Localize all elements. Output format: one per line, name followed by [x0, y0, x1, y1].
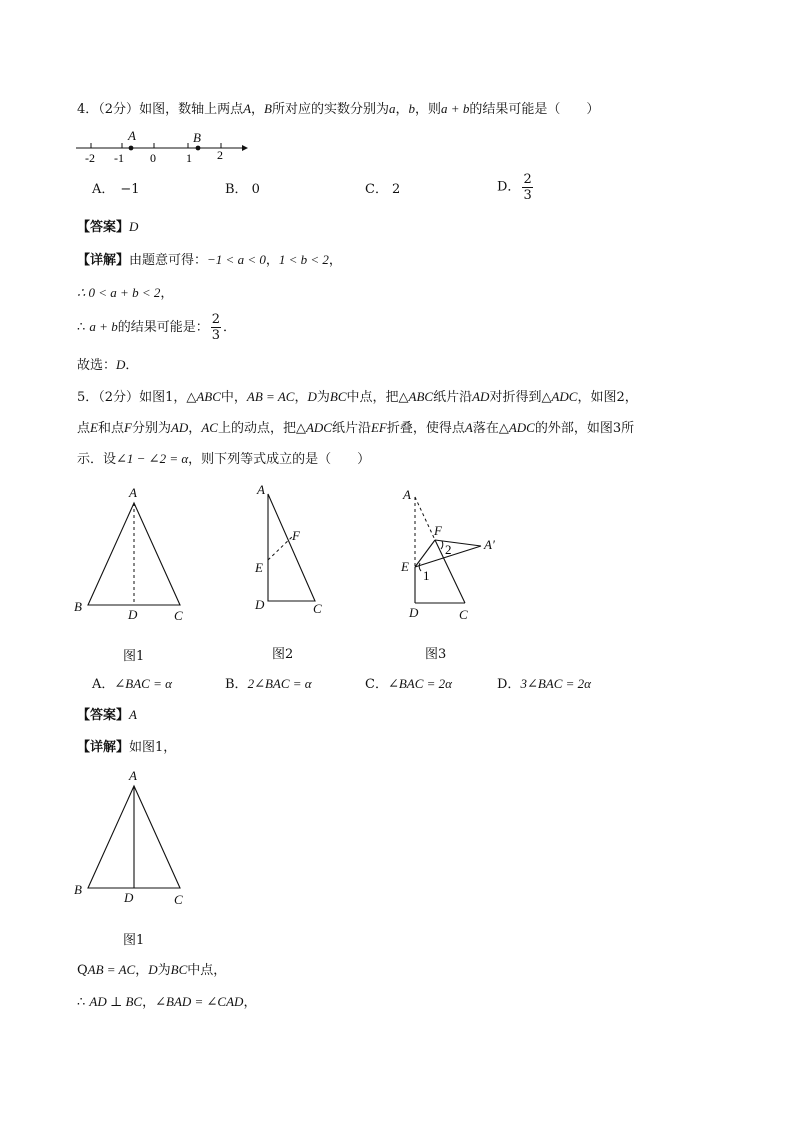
text: 折叠，使得点 — [386, 421, 465, 436]
detail-text: ， — [142, 995, 156, 1010]
choose-period: ． — [125, 358, 139, 373]
detail-text: ， — [135, 963, 149, 978]
label-c: C — [174, 892, 183, 907]
angle-2-arc — [441, 541, 443, 549]
answer-tag: 【答案】 — [77, 708, 130, 723]
q5-line-3 — [77, 449, 370, 470]
tick-label-1: 1 — [186, 151, 192, 165]
option-key: B． — [225, 182, 248, 197]
answer-value: A — [129, 707, 137, 722]
detail-tag: 【详解】 — [77, 253, 130, 268]
q4-stem-text-1: 如图，数轴上两点 — [139, 102, 244, 117]
tick-label-2: 2 — [217, 148, 223, 162]
text: 点 — [77, 421, 91, 436]
text: 落在 — [472, 421, 499, 436]
text: ，如图2， — [577, 390, 638, 405]
q4-choose — [77, 355, 138, 376]
math: △ADC — [541, 389, 578, 404]
q4-stem-text-2: 所对应的实数分别为 — [272, 102, 390, 117]
label-angle-2: 2 — [445, 542, 452, 557]
q4-stem — [77, 99, 599, 120]
math: D — [307, 389, 317, 404]
text: 中点，把 — [346, 390, 399, 405]
detail-text: 中点， — [187, 963, 227, 978]
q5-figure-1 — [70, 485, 190, 625]
detail-math: BC — [170, 962, 188, 977]
label-b: B — [74, 882, 82, 897]
q5-option-b — [225, 674, 312, 695]
detail-caption: 图1 — [123, 933, 145, 948]
text: 为 — [316, 390, 330, 405]
q4-detail-2 — [77, 283, 173, 304]
answer-value: D — [129, 219, 139, 234]
text: 分别为 — [131, 421, 171, 436]
q5-figure-2 — [252, 480, 342, 620]
text: 纸片沿 — [433, 390, 473, 405]
fraction-numerator: 2 — [211, 312, 220, 327]
math: △ADC — [295, 420, 332, 435]
q5-score: （2分） — [98, 390, 140, 405]
math: △ABC — [398, 389, 434, 404]
tick-label-neg2: -2 — [85, 151, 95, 165]
text: 示．设 — [77, 452, 117, 467]
option-key: C． — [365, 677, 388, 692]
label-b: B — [74, 599, 82, 614]
text: ， — [294, 390, 308, 405]
q4-detail-1 — [77, 250, 342, 271]
math: BC — [329, 389, 347, 404]
detail-math: ∴ 0 < a + b < 2 — [77, 285, 161, 300]
math: ∠1 − ∠2 = α — [116, 451, 189, 466]
math: F — [123, 420, 132, 435]
detail-fraction — [211, 312, 221, 343]
detail-text: 为 — [157, 963, 171, 978]
option-key: A． — [92, 182, 115, 197]
math: AD — [170, 420, 189, 435]
label-a: A — [129, 768, 137, 783]
option-value: 2 — [391, 182, 401, 197]
q5-option-c — [365, 674, 452, 695]
label-d: D — [255, 597, 265, 612]
point-b-dot — [196, 146, 201, 151]
q5-figure-3 — [397, 485, 537, 625]
because-sign: Q — [77, 963, 88, 978]
option-key: B． — [225, 677, 248, 692]
text: 和点 — [97, 421, 124, 436]
answer-tag: 【答案】 — [77, 220, 130, 235]
label-a: A — [257, 482, 265, 497]
choose-text: 故选： — [77, 358, 117, 373]
caption-fig-2: 图2 — [272, 647, 294, 662]
caption-fig-1: 图1 — [123, 649, 145, 664]
dashed-af — [415, 497, 435, 540]
q4-number-line — [74, 128, 254, 168]
label-f: F — [434, 523, 442, 538]
text: 对折得到 — [489, 390, 542, 405]
q4-var-a: a — [389, 101, 396, 116]
math: △ADC — [498, 420, 535, 435]
point-b-label: B — [193, 130, 201, 145]
q4-answer — [77, 217, 138, 238]
math: AC — [201, 420, 218, 435]
segment-ef — [415, 540, 435, 567]
therefore-sign: ∴ — [77, 320, 86, 335]
q4-comma-2: ， — [395, 102, 409, 117]
text: ， — [188, 421, 202, 436]
detail-math: 1 < b < 2 — [278, 252, 329, 267]
option-key: A． — [92, 677, 115, 692]
label-d: D — [128, 607, 138, 622]
q5-answer — [77, 705, 137, 726]
math: E — [90, 420, 98, 435]
detail-text: ， — [243, 995, 257, 1010]
q5-option-d — [497, 674, 591, 695]
dashed-ef — [268, 535, 294, 560]
detail-math: AD ⊥ BC — [89, 994, 143, 1009]
option-value: ∠BAC = 2α — [387, 676, 452, 691]
q5-detail-line-1 — [77, 960, 226, 981]
math: EF — [370, 420, 387, 435]
fraction-numerator: 2 — [523, 172, 532, 187]
option-value: 3∠BAC = 2α — [520, 676, 591, 691]
label-c: C — [459, 607, 468, 622]
label-c: C — [313, 601, 322, 616]
math: AD — [472, 389, 490, 404]
option-value: 0 — [251, 182, 260, 197]
q4-stem-text-4: 的结果可能是（ ） — [469, 102, 600, 117]
label-e: E — [255, 560, 263, 575]
therefore-sign: ∴ — [77, 995, 86, 1010]
detail-math: AB = AC — [87, 962, 136, 977]
fraction-denominator: 3 — [523, 188, 532, 203]
q5-detail-intro — [77, 738, 176, 758]
math: AB = AC — [246, 389, 295, 404]
tick-label-0: 0 — [150, 151, 156, 165]
label-a-prime: A′ — [484, 537, 495, 552]
detail-comma: ， — [265, 253, 279, 268]
point-a-dot — [129, 146, 134, 151]
q5-detail-figure — [70, 768, 190, 908]
q4-option-c — [365, 180, 400, 200]
text: 中， — [220, 390, 247, 405]
q4-var-b: b — [408, 101, 416, 116]
detail-math: ∠BAD = ∠CAD — [155, 994, 244, 1009]
q4-score: （2分） — [98, 102, 140, 117]
q4-point-b: B — [264, 101, 272, 116]
label-angle-1: 1 — [423, 568, 430, 583]
point-a-label: A — [128, 128, 136, 143]
detail-math: −1 < a < 0 — [207, 252, 266, 267]
label-d: D — [409, 605, 419, 620]
q5-line-2 — [77, 418, 634, 439]
text: 的外部，如图3所 — [534, 421, 635, 436]
detail-comma: ， — [328, 253, 342, 268]
label-a: A — [129, 485, 137, 500]
label-e: E — [401, 559, 409, 574]
detail-text: 由题意可得： — [129, 253, 208, 268]
detail-math: D — [148, 962, 158, 977]
math: △ABC — [186, 389, 221, 404]
option-value: −1 — [120, 182, 140, 197]
q5-number: 5． — [77, 390, 99, 405]
option-value: 2∠BAC = α — [247, 676, 312, 691]
detail-text: 的结果可能是： — [117, 320, 209, 335]
label-d: D — [124, 890, 134, 905]
label-a: A — [403, 487, 411, 502]
detail-comma: ， — [160, 286, 174, 301]
q4-expr: a + b — [441, 101, 470, 116]
choose-value: D — [116, 357, 126, 372]
q4-number: 4． — [77, 102, 99, 117]
detail-math: a + b — [89, 319, 118, 334]
q4-comma-1: ， — [251, 102, 265, 117]
triangle-adc — [268, 494, 315, 601]
q5-option-a — [92, 674, 172, 695]
text: ，则下列等式成立的是（ ） — [188, 452, 371, 467]
option-key: C． — [365, 182, 388, 197]
math: A — [464, 420, 473, 435]
option-value: ∠BAC = α — [114, 676, 172, 691]
fraction-denominator: 3 — [211, 328, 220, 343]
text: 上的动点，把 — [217, 421, 296, 436]
option-key: D． — [497, 179, 521, 195]
detail-tag: 【详解】 — [77, 740, 130, 755]
axis-arrow — [242, 145, 248, 151]
q4-point-a: A — [243, 101, 252, 116]
tick-label-neg1: -1 — [114, 151, 124, 165]
q4-option-b — [225, 180, 260, 200]
q4-stem-text-3: ，则 — [415, 102, 442, 117]
caption-fig-3: 图3 — [425, 647, 447, 662]
q5-detail-line-2 — [77, 992, 256, 1013]
segment-fa-prime — [435, 540, 481, 546]
option-key: D． — [497, 677, 521, 692]
label-f: F — [292, 528, 300, 543]
detail-text: 如图1， — [129, 740, 177, 755]
q5-line-1 — [77, 387, 638, 408]
angle-1-arc — [419, 563, 421, 571]
text: 纸片沿 — [331, 421, 371, 436]
q4-detail-3 — [77, 312, 236, 343]
detail-period: ． — [223, 320, 237, 335]
q4-option-a — [92, 180, 140, 200]
text: 如图1， — [139, 390, 187, 405]
label-c: C — [174, 608, 183, 623]
option-d-fraction — [522, 172, 532, 203]
q4-option-d — [497, 172, 535, 203]
